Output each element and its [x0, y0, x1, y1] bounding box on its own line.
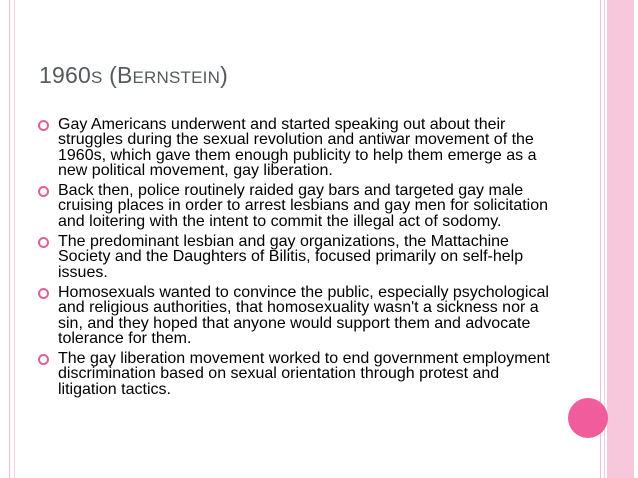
- hollow-circle-bullet-icon: [38, 120, 49, 131]
- bullet-text: Homosexuals wanted to convince the public, especially psychological and religious authorities, that homosexuality wasn't a sickness nor a sin, and they hoped that anyone would support them and advocate tolerance for them.: [58, 283, 549, 347]
- list-item: [38, 183, 558, 229]
- bullet-list: [38, 117, 558, 402]
- bullet-text: Gay Americans underwent and started speaking out about their struggles during the sexual revolution and antiwar movement of the 1960s, which gave them enough publicity to help them emerge as a new political movement, gay liberation.: [58, 116, 537, 179]
- pink-circle-decoration: [568, 398, 608, 438]
- hollow-circle-bullet-icon: [38, 237, 49, 248]
- list-item: [38, 117, 558, 178]
- title-part: 1960: [39, 62, 91, 88]
- right-pink-band: [607, 0, 634, 478]
- title-part-smallcaps: S: [90, 68, 103, 87]
- title-part-smallcaps: ERNSTEIN: [132, 68, 221, 87]
- title-part: ): [220, 62, 228, 88]
- list-item: [38, 351, 558, 397]
- list-item: [38, 234, 558, 280]
- slide-title: [39, 62, 228, 89]
- left-border-line-inner: [14, 0, 15, 478]
- bullet-text: The gay liberation movement worked to end government employment discrimination based on sexual orientation through protest and litigation tactics.: [58, 350, 550, 398]
- hollow-circle-bullet-icon: [38, 186, 49, 197]
- hollow-circle-bullet-icon: [38, 354, 49, 365]
- bullet-text: The predominant lesbian and gay organizations, the Mattachine Society and the Daughters of Bilitis, focused primarily on self-help issues.: [58, 233, 524, 281]
- title-part: (B: [102, 62, 133, 88]
- list-item: [38, 285, 558, 346]
- bullet-text: Back then, police routinely raided gay bars and targeted gay male cruising places in order to arrest lesbians and gay men for solicitation and loitering with the intent to commit the illegal act of sodomy.: [58, 182, 549, 230]
- hollow-circle-bullet-icon: [38, 288, 49, 299]
- left-border-line: [9, 0, 10, 478]
